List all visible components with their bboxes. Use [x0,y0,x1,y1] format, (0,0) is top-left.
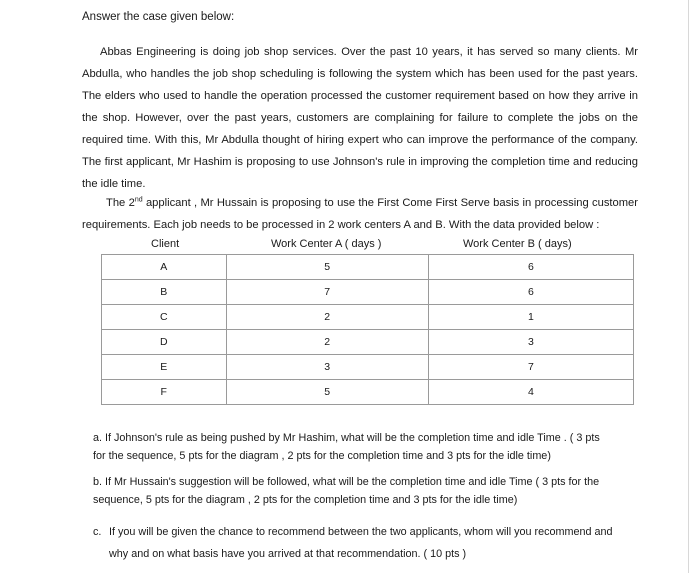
client-cell: C [102,305,227,330]
work-center-b-cell: 1 [428,305,633,330]
processing-times-table [101,254,634,405]
header-client: Client [151,238,180,250]
table-header [101,236,634,254]
work-center-a-cell: 5 [226,380,428,405]
paragraph2-rest: applicant , Mr Hussain is proposing to use the First Come First Serve basis in processing customer requirements. Each job needs to be processed in 2 work centers A and B. With the data provided below : [82,197,639,231]
client-cell: A [102,255,227,280]
client-cell: E [102,355,227,380]
work-center-b-cell: 6 [428,255,633,280]
work-center-b-cell: 7 [428,355,633,380]
question-c-line2: why and on what basis have you arrived at that recommendation. ( 10 pts ) [109,548,467,560]
work-center-a-cell: 7 [226,280,428,305]
paragraph2-prefix: The 2 [106,197,135,209]
work-center-a-cell: 3 [226,355,428,380]
question-c-label: c. [93,526,102,538]
table-row [102,255,634,280]
question-c [93,521,613,565]
client-cell: F [102,380,227,405]
work-center-b-cell: 3 [428,330,633,355]
question-b: b. If Mr Hussain's suggestion will be followed, what will be the completion time and idle Time ( 3 pts for the sequence, 5 pts for the diagram , 2 pts for the completion time and 3 pts for the idle time) [93,476,600,506]
work-center-b-cell: 6 [428,280,633,305]
client-cell: B [102,280,227,305]
question-c-line1: If you will be given the chance to recommend between the two applicants, whom will you recommend and [109,526,613,538]
client-cell: D [102,330,227,355]
page-edge-divider [688,0,689,573]
table-row [102,305,634,330]
table-row [102,280,634,305]
case-paragraph-1: Abbas Engineering is doing job shop services. Over the past 10 years, it has served so many clients. Mr Abdulla, who handles the job shop scheduling is following the system which has been used for the past years. The elders who used to handle the operation processed the customer requirement based on how they arrive in the shop. However, over the past years, customers are complaining for failure to complete the jobs on the required time. With this, Mr Abdulla thought of hiring expert who can improve the performance of the company. The first applicant, Mr Hashim is proposing to use Johnson's rule in improving the completion time and reducing the idle time. [82,46,638,190]
header-work-center-b: Work Center B ( days) [463,238,572,250]
case-paragraph-2 [82,192,638,236]
header-work-center-a: Work Center A ( days ) [271,238,382,250]
ordinal-superscript: nd [134,196,143,204]
work-center-a-cell: 2 [226,330,428,355]
work-center-a-cell: 5 [226,255,428,280]
question-a: a. If Johnson's rule as being pushed by Mr Hashim, what will be the completion time and idle Time . ( 3 pts for the sequence, 5 pts for the diagram , 2 pts for the completion time and 3 pts for the idle time) [93,432,600,462]
table-row [102,330,634,355]
table-row [102,355,634,380]
heading: Answer the case given below: [82,11,235,23]
work-center-a-cell: 2 [226,305,428,330]
work-center-b-cell: 4 [428,380,633,405]
table-row [102,380,634,405]
